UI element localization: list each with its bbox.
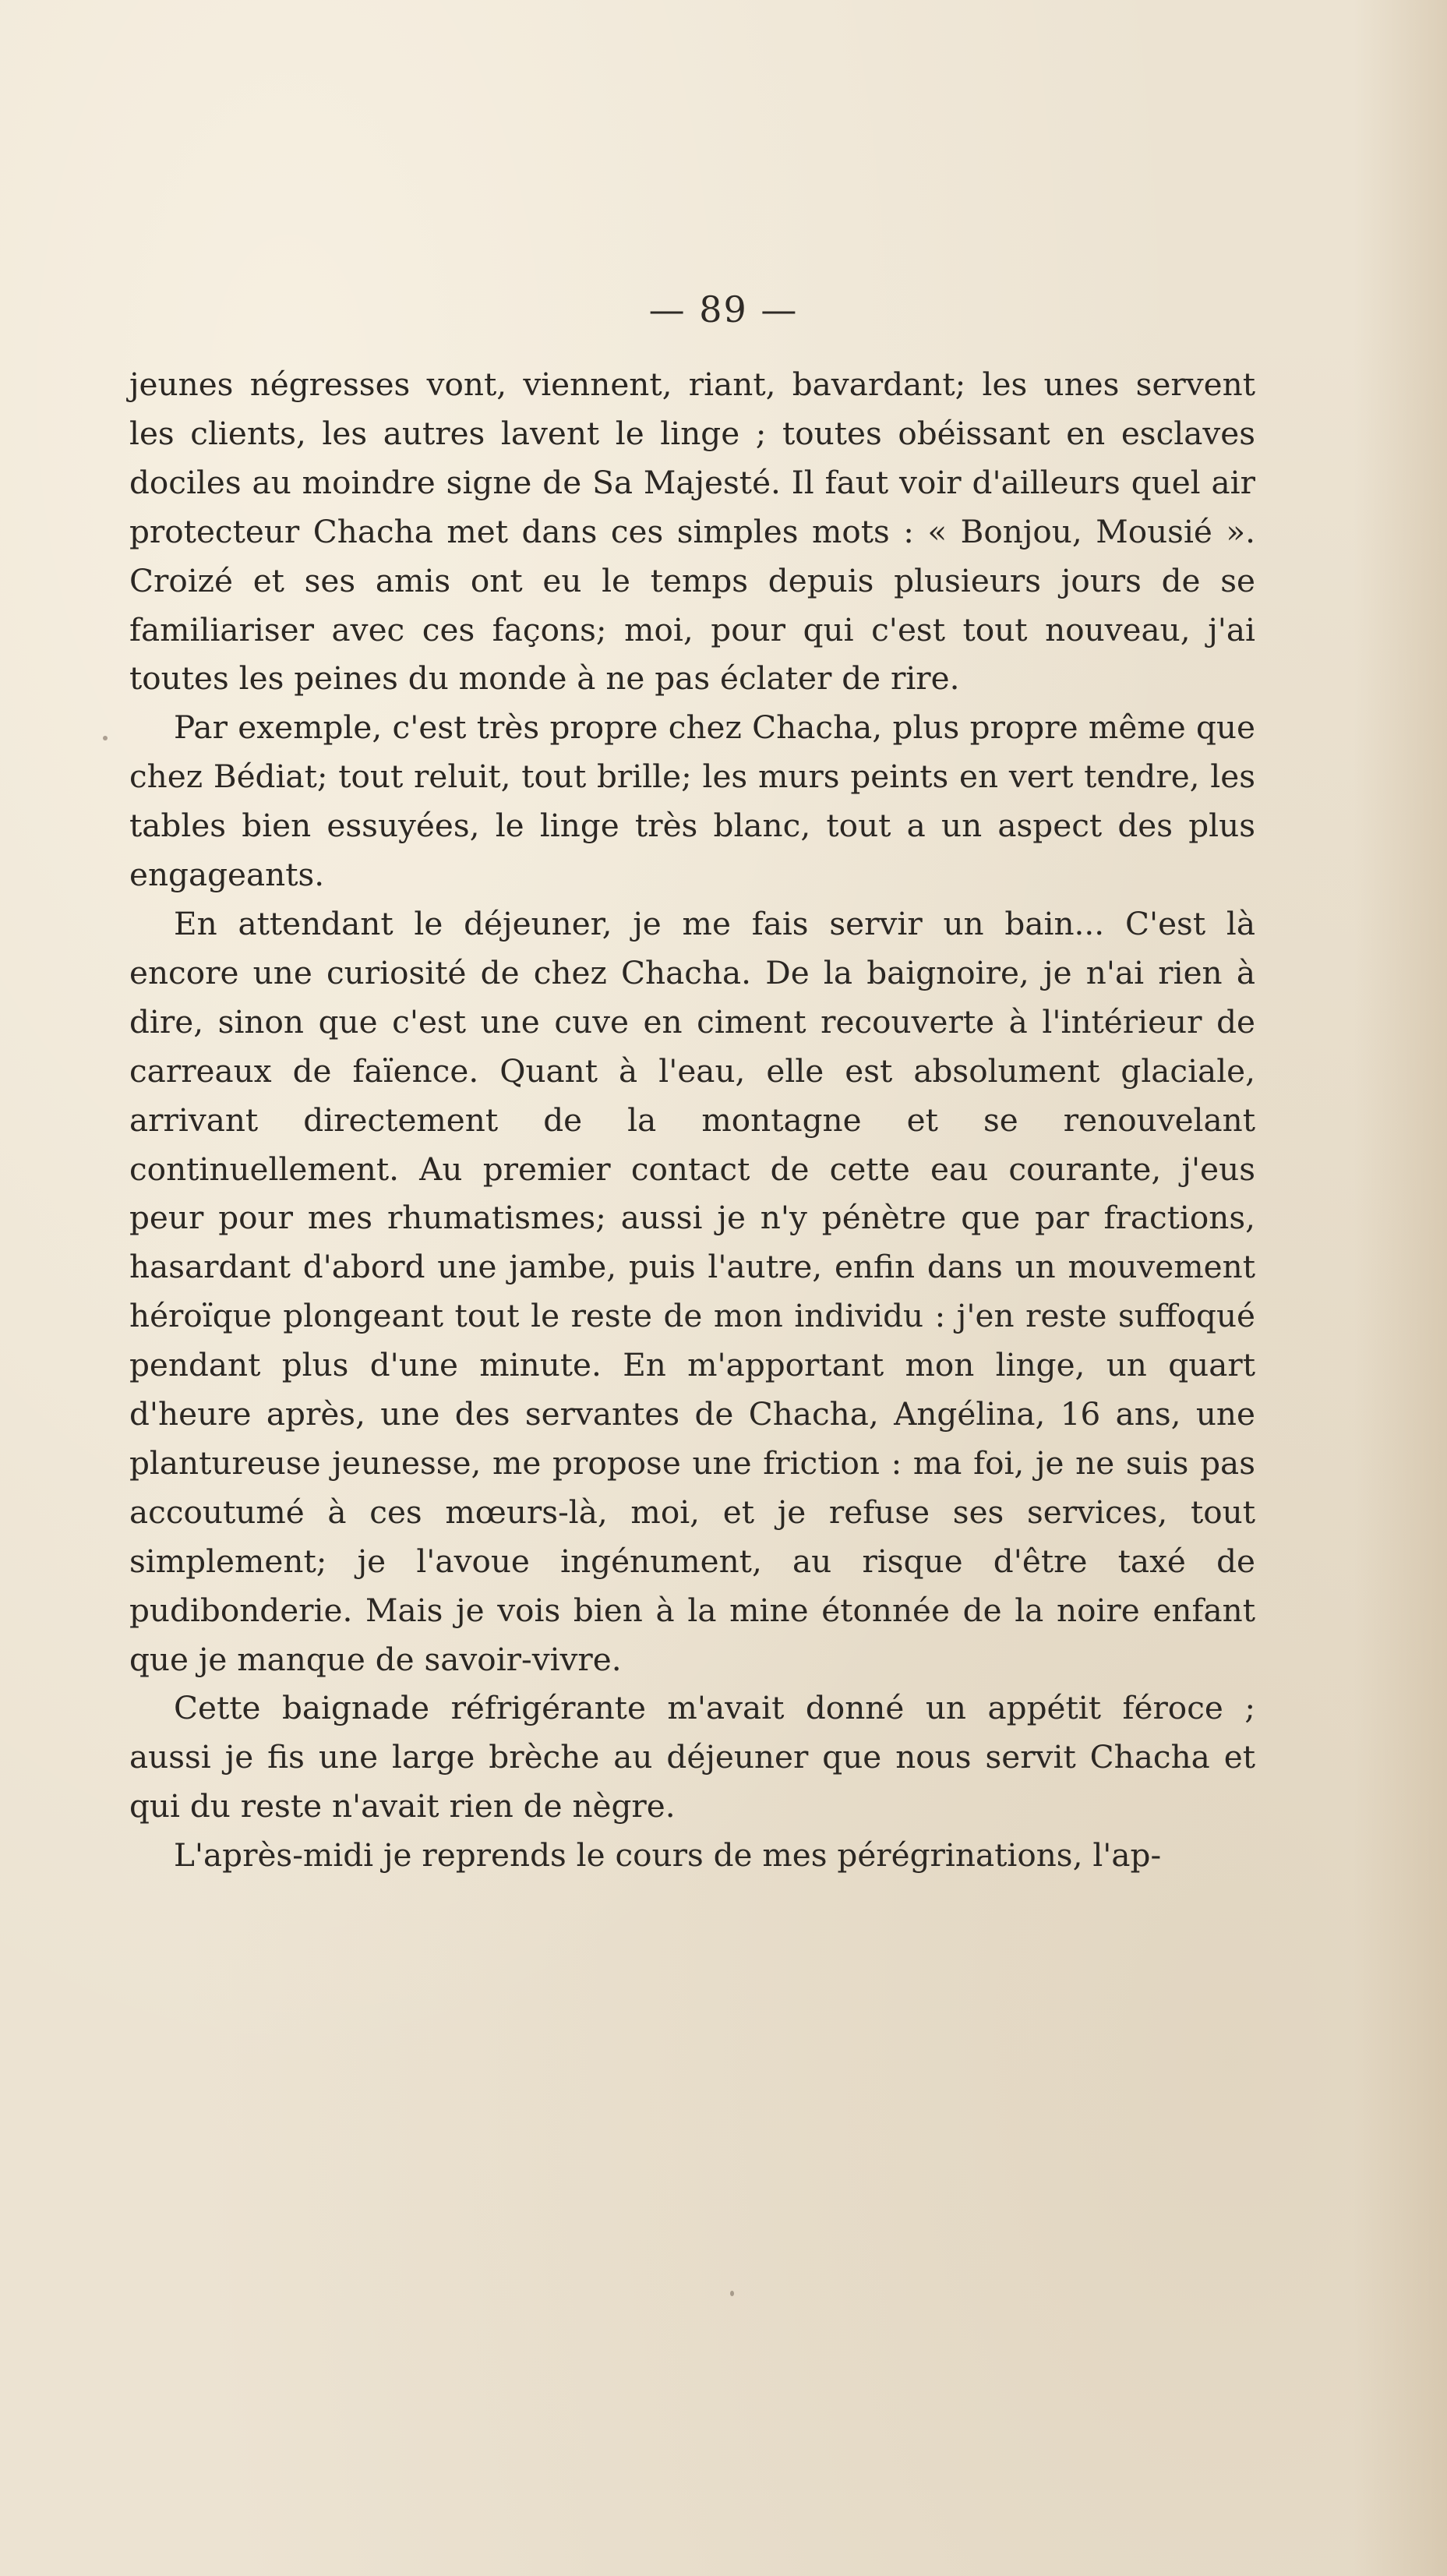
paragraph-4: Cette baignade réfrigérante m'avait donné un appétit féroce ; aussi je fis une large brèche au déjeuner que nous servit Chacha et qui du reste n'avait rien de nègre.: [129, 1689, 1255, 1825]
body-text: [129, 360, 1255, 1880]
paragraph-3: En attendant le déjeuner, je me fais servir un bain... C'est là encore une curiosité de chez Chacha. De la baignoire, je n'ai rien à dire, sinon que c'est une cuve en ciment recouverte à l'intérieur de carreaux de faïence. Quant à l'eau, elle est absolument glaciale, arrivant directement de la montagne et se renouvelant continuellement. Au premier contact de cette eau courante, j'eus peur pour mes rhumatismes; aussi je n'y pénètre que par fractions, hasardant d'abord une jambe, puis l'autre, enfin dans un mouvement héroïque plongeant tout le reste de mon individu : j'en reste suffoqué pendant plus d'une minute. En m'apportant mon linge, un quart d'heure après, une des servantes de Chacha, Angélina, 16 ans, une plantureuse jeunesse, me propose une friction : ma foi, je ne suis pas accoutumé à ces mœurs-là, moi, et je refuse ses services, tout simplement; je l'avoue ingénument, au risque d'être taxé de pudibonderie. Mais je vois bien à la mine étonnée de la noire enfant que je manque de savoir-vivre.: [129, 904, 1255, 1678]
paper-speck: [730, 2291, 734, 2296]
paragraph-1: jeunes négresses vont, viennent, riant, bavardant; les unes servent les clients, les autres lavent le linge ; toutes obéissant en esclaves dociles au moindre signe de Sa Majesté. Il faut voir d'ailleurs quel air protecteur Chacha met dans ces simples mots : « Bonjou, Mousié ». Croizé et ses amis ont eu le temps depuis plusieurs jours de se familiariser avec ces façons; moi, pour qui c'est tout nouveau, j'ai toutes les peines du monde à ne pas éclater de rire.: [129, 366, 1255, 698]
paragraph-2: Par exemple, c'est très propre chez Chacha, plus propre même que chez Bédiat; tout reluit, tout brille; les murs peints en vert tendre, les tables bien essuyées, le linge très blanc, tout a un aspect des plus engageants.: [129, 708, 1255, 894]
paper-speck: [103, 736, 108, 740]
paragraph-5: L'après-midi je reprends le cours de mes pérégrinations, l'ap-: [174, 1836, 1162, 1875]
page-number: — 89 —: [648, 288, 799, 330]
page-edge-shadow: [1353, 0, 1447, 2576]
